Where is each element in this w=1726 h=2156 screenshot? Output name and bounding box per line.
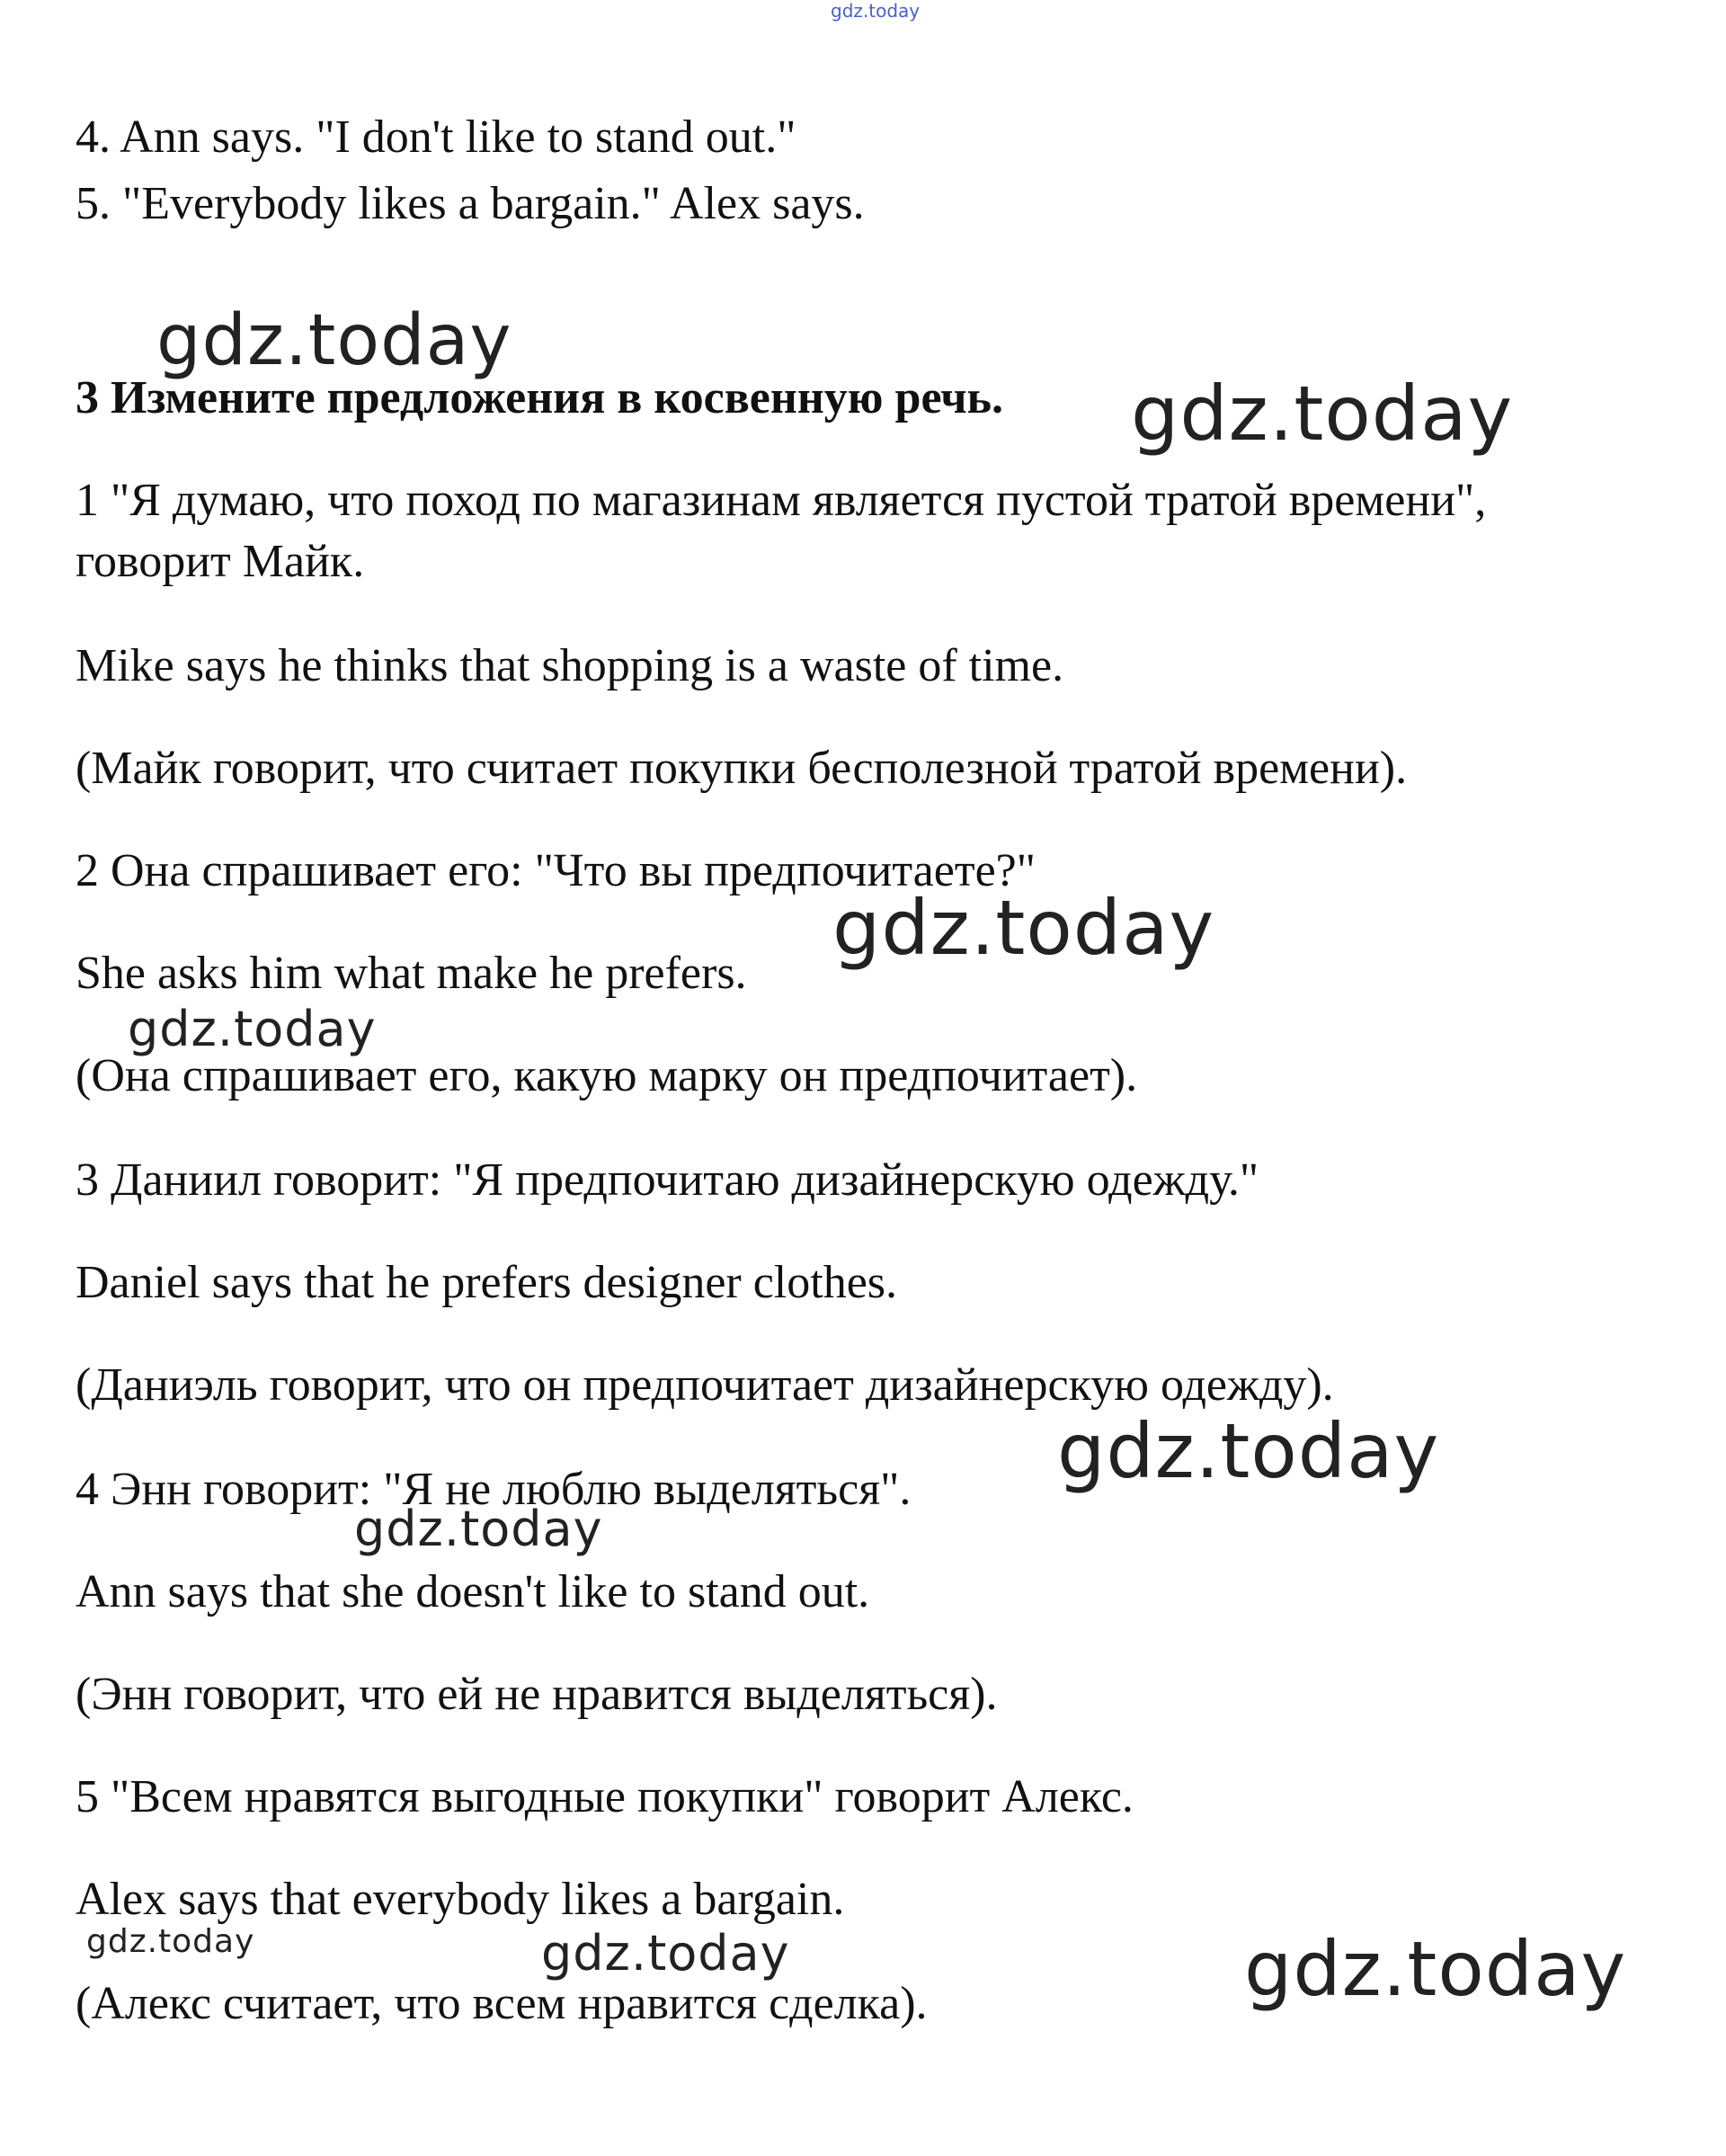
item-1-answer: Mike says he thinks that shopping is a waste of time. xyxy=(76,640,1064,691)
watermark-9: gdz.today xyxy=(1244,1925,1627,2013)
watermark-6: gdz.today xyxy=(354,1501,603,1557)
item-5-original: 5 "Всем нравятся выгодные покупки" говорит Алекс. xyxy=(76,1771,1134,1822)
item-5-translation: (Алекс считает, что всем нравится сделка). xyxy=(76,1978,928,2029)
watermark-1: gdz.today xyxy=(156,300,512,381)
watermark-5: gdz.today xyxy=(1057,1407,1440,1495)
item-4-answer: Ann says that she doesn't like to stand out. xyxy=(76,1566,870,1617)
item-3-answer: Daniel says that he prefers designer clothes. xyxy=(76,1257,898,1308)
item-2-translation: (Она спрашивает его, какую марку он предпочитает). xyxy=(76,1050,1138,1101)
watermark-7: gdz.today xyxy=(86,1923,255,1960)
item-2-answer: She asks him what make he prefers. xyxy=(76,948,747,999)
item-5-answer: Alex says that everybody likes a bargain. xyxy=(76,1874,845,1925)
intro-line-4: 4. Ann says. "I don't like to stand out." xyxy=(76,111,796,163)
item-4-translation: (Энн говорит, что ей не нравится выделяться). xyxy=(76,1669,998,1720)
item-1-original-line2: говорит Майк. xyxy=(76,536,365,587)
watermark-2: gdz.today xyxy=(1131,370,1514,458)
item-1-original-line1: 1 "Я думаю, что поход по магазинам является пустой тратой времени", xyxy=(76,475,1487,526)
item-1-translation: (Майк говорит, что считает покупки бесполезной тратой времени). xyxy=(76,743,1408,794)
task-heading: 3 Измените предложения в косвенную речь. xyxy=(76,372,1004,423)
item-3-translation: (Даниэль говорит, что он предпочитает дизайнерскую одежду). xyxy=(76,1359,1334,1411)
intro-line-5: 5. "Everybody likes a bargain." Alex says. xyxy=(76,178,865,229)
item-2-original: 2 Она спрашивает его: "Что вы предпочитаете?" xyxy=(76,845,1036,896)
item-3-original: 3 Даниил говорит: "Я предпочитаю дизайнерскую одежду." xyxy=(76,1154,1259,1206)
watermark-8: gdz.today xyxy=(541,1925,790,1982)
watermark-top: gdz.today xyxy=(831,0,921,22)
item-4-original: 4 Энн говорит: "Я не люблю выделяться". xyxy=(76,1464,912,1515)
watermark-4: gdz.today xyxy=(128,1001,377,1057)
watermark-3: gdz.today xyxy=(832,884,1215,972)
